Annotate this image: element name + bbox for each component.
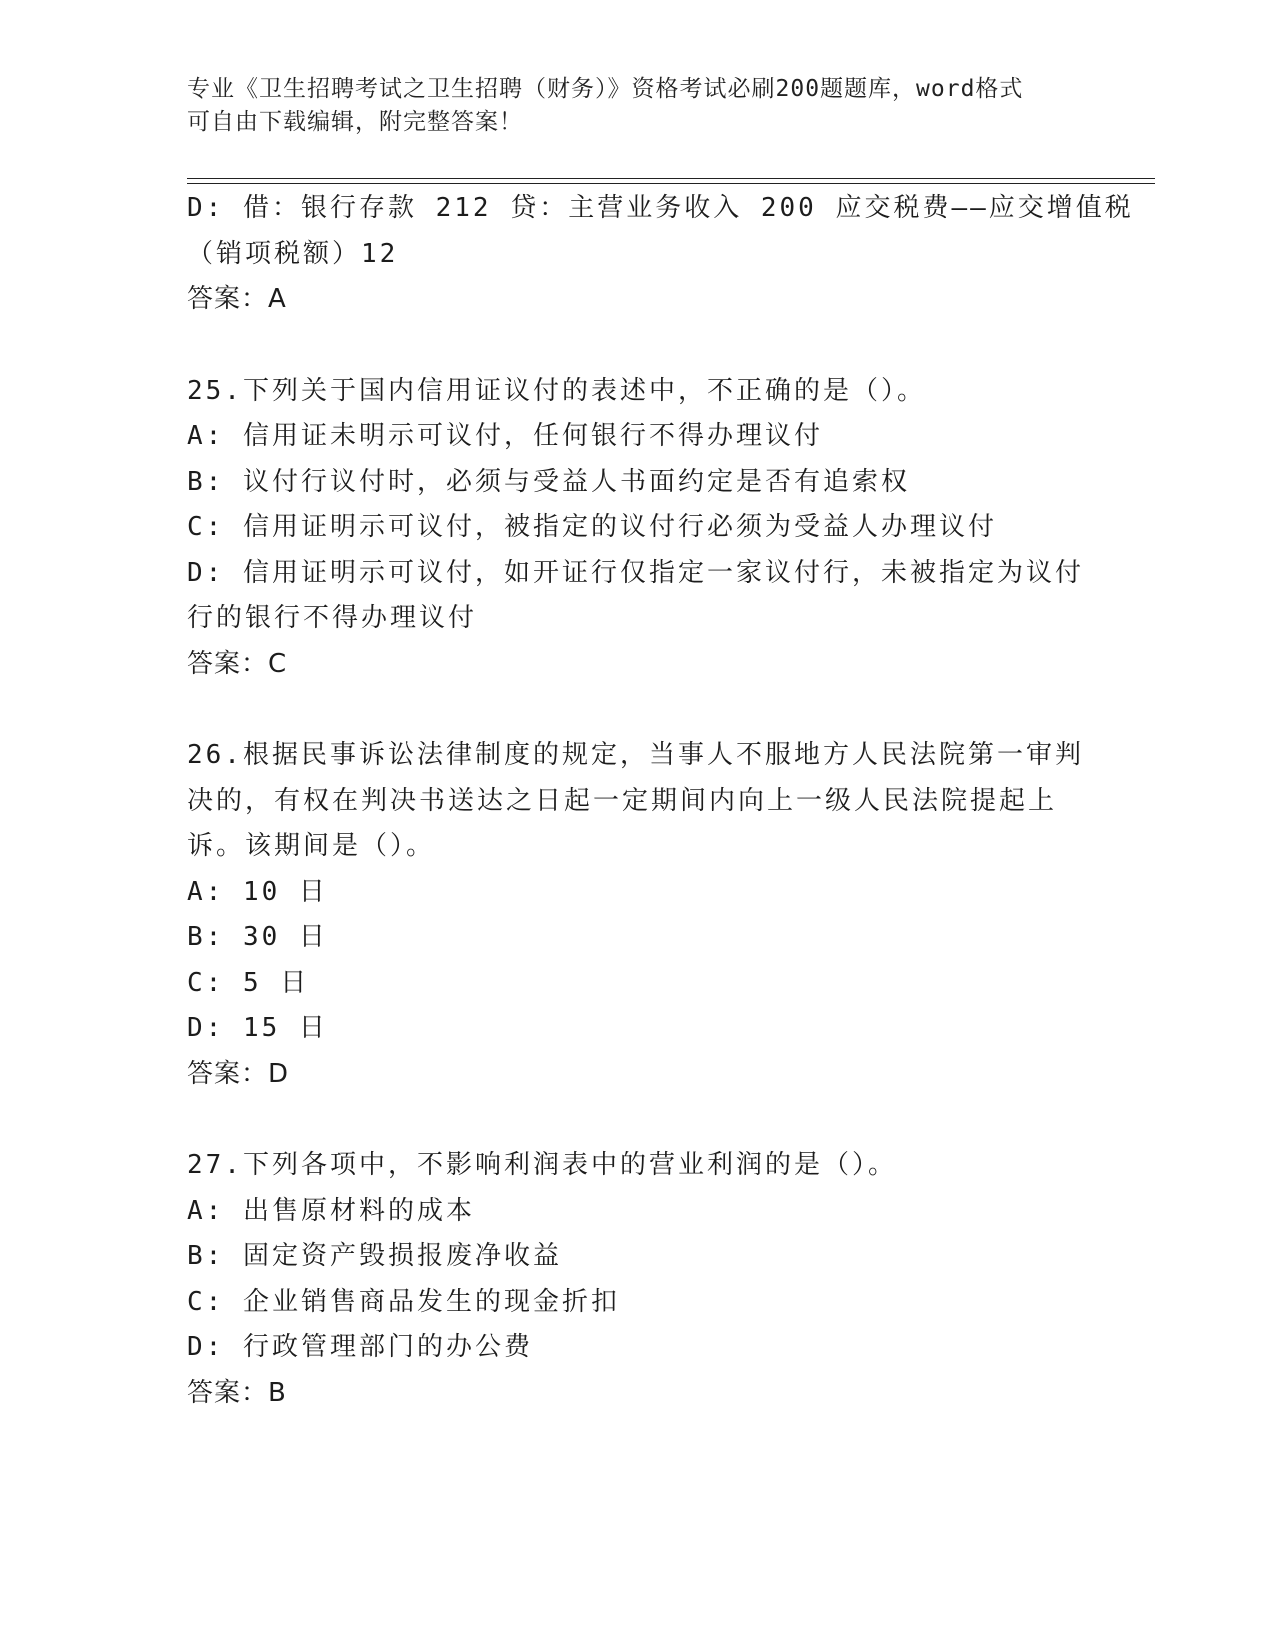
page-header [187, 73, 1087, 139]
option-a: A: 出售原材料的成本 [187, 1195, 475, 1226]
header-divider-bottom [187, 183, 1155, 184]
option-b: B: 30 日 [187, 922, 328, 952]
option-d: D: 行政管理部门的办公费 [187, 1332, 533, 1362]
question-stem: 26.根据民事诉讼法律制度的规定，当事人不服地方人民法院第一审判 [187, 740, 1084, 770]
option-c: C: 信用证明示可议付，被指定的议付行必须为受益人办理议付 [187, 512, 997, 542]
header-title-line-1: 专业《卫生招聘考试之卫生招聘（财务）》资格考试必刷200题题库，word格式 [187, 76, 1024, 102]
question-stem-continued: 诉。该期间是（）。 [187, 831, 436, 861]
answer-label: 答案：A [187, 284, 287, 314]
question-stem: 25.下列关于国内信用证议付的表述中，不正确的是（）。 [187, 375, 926, 406]
option-d-continued: （销项税额）12 [187, 238, 399, 269]
question-item-25 [187, 369, 1087, 688]
option-d: D: 信用证明示可议付，如开证行仅指定一家议付行，未被指定为议付 [187, 557, 1084, 588]
option-c: C: 5 日 [187, 967, 310, 998]
option-b: B: 固定资产毁损报废净收益 [187, 1241, 562, 1271]
option-a: A: 信用证未明示可议付，任何银行不得办理议付 [187, 421, 823, 451]
question-item-26 [187, 733, 1087, 1097]
question-stem-continued: 决的，有权在判决书送达之日起一定期间内向上一级人民法院提起上 [187, 785, 1058, 816]
option-d: D: 借：银行存款 212 贷：主营业务收入 200 应交税费——应交增值税 [187, 193, 1134, 223]
option-d-continued: 行的银行不得办理议付 [187, 603, 478, 633]
question-stem: 27.下列各项中，不影响利润表中的营业利润的是（）。 [187, 1150, 897, 1180]
header-title-line-2: 可自由下载编辑，附完整答案！ [187, 109, 523, 135]
answer-label: 答案：D [187, 1058, 290, 1089]
option-a: A: 10 日 [187, 876, 328, 907]
question-list [187, 186, 1134, 1416]
question-item-27 [187, 1143, 1087, 1416]
option-d: D: 15 日 [187, 1013, 328, 1043]
spacer [187, 687, 1087, 733]
spacer [187, 1097, 1087, 1143]
answer-label: 答案：B [187, 1377, 287, 1408]
question-item-24-tail [187, 186, 1134, 323]
option-b: B: 议付行议付时，必须与受益人书面约定是否有追索权 [187, 466, 910, 497]
spacer [187, 323, 1087, 369]
header-divider-top [187, 178, 1155, 179]
answer-label: 答案：C [187, 648, 288, 679]
option-c: C: 企业销售商品发生的现金折扣 [187, 1286, 620, 1317]
